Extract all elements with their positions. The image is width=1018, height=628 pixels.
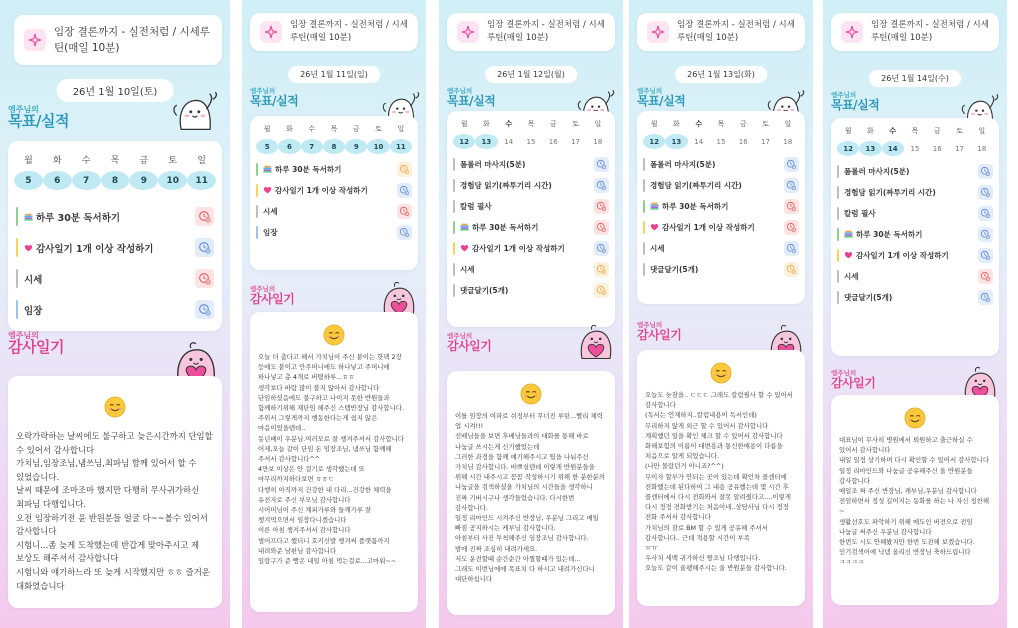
goals-title: 목표/실적 [8,112,69,130]
weekday-label: 수 [695,120,703,128]
diary-text: 대표님이 무사히 병원에서 퇴원하고 출근하실 수 있어서 감사합니다 내일 일정 상기하며 다시 확인할 수 있어서 감사합니다 일정 리마인드와 나눔글 공유해주신 울 반원분들 감사합니다 매일조 짜 주신 반장님, 캐부님,우분님 감사합니다 전임하면서 정성 길어지는 동화를 하는 나 자신 칭찬해~ 생활선호도 파악하기 위해 매도인 버전으로 전임 나눔글 써주신 우분님 감사합니다 한번도 시도 안해봤지만 한번 도전해 보겠습니다. 인기검색어에 닉넴 올리신 반장님 축하드립니다 ㅋㅋㅋㅋ [839,436,990,567]
goal-item[interactable] [16,268,214,289]
goal-label: 하루 30분 독서하기 [36,212,121,224]
date-pill: 26년 1월 11일(일) [288,66,380,83]
heart-icon [844,251,853,261]
header-title: 임장 결론까지 - 실전처럼 / 시세루틴(매일 10분) [290,20,408,43]
goal-item[interactable] [256,162,412,177]
goal-label: 하루 30분 독서하기 [856,230,923,239]
mascot-wave-icon [170,88,218,134]
day-cell[interactable]: 7 [301,139,323,154]
calendar-add-icon[interactable] [397,225,412,240]
goal-label: 임장 [24,305,43,317]
day-cell[interactable]: 8 [323,139,345,154]
goals-title: 목표/실적 [637,93,686,108]
day-cell[interactable]: 18 [593,137,603,146]
goal-item[interactable] [837,164,993,179]
diary-card [8,376,222,608]
day-cell[interactable]: 13 [475,134,497,149]
section-owner: 엠주님의 [8,331,39,340]
smiling-face-icon [104,396,126,418]
goals-section-title [831,92,879,111]
routine-panel [439,0,623,628]
goal-label: 하루 30분 독서하기 [662,202,729,211]
date-pill: 26년 1월 12일(월) [485,66,577,83]
calendar-add-icon[interactable] [397,183,412,198]
sparkle-icon [24,29,46,51]
diary-section-title [637,322,681,341]
day-cell[interactable]: 12 [643,134,665,149]
day-cell[interactable]: 16 [548,137,558,146]
weekday-label: 일 [784,120,792,128]
goal-label: 경험담 읽기(짜투기리 시간) [460,181,552,190]
goal-label: 시세 [263,207,278,216]
calendar-add-icon[interactable] [784,178,799,193]
calendar-add-icon[interactable] [594,262,609,277]
calendar-check-icon[interactable] [397,204,412,219]
goal-list [250,162,418,252]
weekday-label: 목 [330,125,338,133]
goal-item[interactable] [256,204,412,219]
books-icon [460,223,469,233]
calendar-check-icon[interactable] [784,220,799,235]
goal-item[interactable] [643,241,799,256]
section-owner: 엠주님의 [831,91,857,99]
goal-item[interactable] [16,299,214,320]
routine-panel [629,0,813,628]
diary-section-title [831,370,875,389]
weekday-row [8,153,222,166]
calendar-add-icon[interactable] [594,283,609,298]
goal-list [8,206,222,338]
goal-label: 임장 [263,228,278,237]
weekday-label: 화 [286,125,293,133]
goal-item[interactable] [16,206,214,227]
goal-item[interactable] [453,178,609,193]
goal-item[interactable] [837,206,993,221]
goals-section-title [637,88,685,107]
weekday-label: 화 [52,156,62,166]
section-owner: 엠주님의 [637,87,663,95]
weekday-label: 수 [889,127,897,135]
day-cell[interactable]: 10 [367,139,389,154]
day-cell[interactable]: 6 [43,171,72,190]
day-cell[interactable]: 9 [345,139,367,154]
goal-list [637,157,805,289]
diary-section-title [8,332,64,355]
goal-item[interactable] [453,283,609,298]
weekday-label: 토 [762,120,769,128]
section-owner: 엠주님의 [447,87,473,95]
heart-icon [650,223,659,233]
calendar-add-icon[interactable] [784,241,799,256]
diary-card [447,371,615,615]
day-cell[interactable]: 5 [256,139,278,154]
section-owner: 엠주님의 [250,285,276,293]
day-cell[interactable]: 10 [158,171,187,190]
weekday-label: 토 [375,125,382,133]
weekday-label: 일 [978,127,986,135]
goal-list [447,157,615,310]
day-cell[interactable]: 14 [882,141,904,156]
goal-item[interactable] [643,262,799,277]
smiling-face-icon [323,324,345,346]
goals-card [447,111,615,327]
weekday-label: 일 [397,125,405,133]
day-cell[interactable]: 13 [665,134,687,149]
goals-title: 목표/실적 [831,97,880,112]
heart-icon [24,244,33,255]
header-title: 임장 결론까지 - 실전처럼 / 시세루틴(매일 10분) [677,20,795,43]
goal-label: 감사일기 1개 이상 작성하기 [36,243,154,255]
books-icon [844,230,853,240]
weekday-label: 월 [460,120,468,128]
goal-label: 시세 [650,244,665,253]
date-row [831,141,999,156]
smiling-face-icon [904,407,926,429]
goal-label: 댓글달기(5개) [650,265,699,274]
weekday-label: 월 [650,120,658,128]
day-cell[interactable]: 14 [504,137,514,146]
weekday-row [831,126,999,136]
goals-section-title [250,88,298,107]
diary-section-title [447,333,491,352]
goal-label: 시세 [844,272,859,281]
diary-text: 오락가락하는 날씨에도 불구하고 늦은시간까지 단임할 수 있어서 감사합니다 가치님,임장조님,냄쓰님,최파님 함께 있어서 할 수 있었습니다. 날씨 때문에 조마조마 했지만 다행히 무사귀가하신 최파님 다행입니다. 오전 임장하기전 윤 반원분들 얼굴 다~~볼수 있어서 감사합니다 시험니...좀 늦게 도착했는데 반갑게 맞아주시고 제 보상도 해주셔서 감사합니다 시험니와 얘기하느라 또 늦게 시작했지만 ㅎㅎ 즐거운 대화였습니다 [16,431,213,591]
calendar-add-icon[interactable] [978,206,993,221]
calendar-add-icon[interactable] [978,164,993,179]
goals-section-title [8,106,69,129]
goals-title: 목표/실적 [250,93,299,108]
day-cell[interactable]: 9 [129,171,158,190]
section-owner: 엠주님의 [8,105,39,114]
day-cell[interactable]: 16 [738,137,748,146]
routine-panel [242,0,426,628]
day-cell[interactable]: 18 [783,137,793,146]
goal-label: 댓글달기(5개) [460,286,509,295]
goal-item[interactable] [16,237,214,258]
goal-item[interactable] [256,225,412,240]
calendar-check-icon[interactable] [195,207,214,226]
day-cell[interactable]: 15 [716,137,726,146]
mascot-heart-icon [378,280,420,316]
weekday-label: 화 [673,120,680,128]
date-row [637,134,805,149]
day-cell[interactable]: 12 [837,141,859,156]
goal-item[interactable] [453,157,609,172]
day-cell[interactable]: 12 [453,134,475,149]
weekday-label: 월 [844,127,852,135]
goal-item[interactable] [837,227,993,242]
diary-title: 감사일기 [637,327,682,342]
day-cell[interactable]: 11 [187,171,216,190]
diary-title: 감사일기 [8,338,64,356]
goal-item[interactable] [837,290,993,305]
goal-label: 댓글달기(5개) [844,293,893,302]
goal-item[interactable] [643,199,799,214]
goal-label: 시세 [460,265,475,274]
day-cell[interactable]: 7 [72,171,101,190]
goals-card [250,116,418,270]
goal-label: 경험담 읽기(짜투기리 시간) [844,188,936,197]
calendar-check-icon[interactable] [594,199,609,214]
sparkle-icon [457,21,479,43]
header-title: 임장 결론까지 - 실전처럼 / 시세루틴(매일 10분) [54,26,210,54]
weekday-label: 금 [739,120,747,128]
goal-item[interactable] [643,157,799,172]
diary-card [637,350,805,606]
header-title: 임장 결론까지 - 실전처럼 / 시세루틴(매일 10분) [871,20,989,43]
calendar-add-icon[interactable] [195,300,214,319]
calendar-add-icon[interactable] [195,238,214,257]
weekday-label: 일 [197,156,206,166]
diary-title: 감사일기 [831,375,876,390]
weekday-label: 월 [263,125,271,133]
goal-label: 하루 30분 독서하기 [275,165,342,174]
weekday-label: 금 [549,120,557,128]
goal-item[interactable] [453,199,609,214]
day-cell[interactable]: 17 [955,144,964,153]
goal-label: 감사일기 1개 이상 작성하기 [856,251,949,260]
header-card[interactable] [250,13,418,51]
diary-title: 감사일기 [447,338,492,353]
date-pill: 26년 1월 14일(수) [869,70,961,87]
calendar-check-icon[interactable] [594,220,609,235]
goal-label: 폼롤러 마사지(5분) [844,167,910,176]
goal-item[interactable] [837,248,993,263]
goal-item[interactable] [837,185,993,200]
weekday-label: 금 [139,156,149,166]
heart-icon [263,186,272,196]
calendar-add-icon[interactable] [594,241,609,256]
goal-label: 감사일기 1개 이상 작성하기 [275,186,368,195]
books-icon [24,213,33,224]
goals-section-title [447,88,495,107]
diary-card [831,395,999,605]
weekday-label: 토 [572,120,579,128]
goals-title: 목표/실적 [447,93,496,108]
header-card[interactable] [637,13,805,51]
date-pill: 26년 1월 10일(토) [57,79,174,102]
books-icon [650,202,659,212]
goal-item[interactable] [643,220,799,235]
day-cell[interactable]: 17 [761,137,770,146]
day-cell[interactable]: 18 [977,144,987,153]
diary-section-title [250,286,294,305]
day-cell[interactable]: 17 [571,137,580,146]
goal-item[interactable] [453,262,609,277]
weekday-label: 수 [308,125,316,133]
weekday-label: 목 [717,120,725,128]
header-card[interactable] [14,15,222,65]
goals-card [8,141,222,331]
calendar-check-icon[interactable] [195,269,214,288]
day-cell[interactable]: 6 [278,139,300,154]
day-cell[interactable]: 16 [932,144,942,153]
books-icon [263,165,272,175]
goal-label: 경험담 읽기(짜투기리 시간) [650,181,742,190]
goal-item[interactable] [643,178,799,193]
weekday-label: 수 [505,120,513,128]
diary-text: 오늘 더 춥다고 해서 가치님이 주신 붙이는 핫팩 2장 등에도 붙이고 안주머니에도 하나넣고 주머니에 하나넣고 총 4개로 버텼하루...ㅎㅎ 생각보다 바람 많이 불지 않아서 감사합니다 단임하셨음에도 불구하고 나이지 못한 반원들과 함께하기위해 재단임 해주신 스탭반장님 감사합니다. 주위서 그렇게까지 행동한다는게 쉽지 않은 마음이었을텐데.. 동년배이 우분님.여러모로 잘 챙겨주셔서 감사합니다 어제,오늘 같이 단임 돈 임장조님, 냄쓰님 함께해 주셔서 감사합니다^^ 4만보 이상은 안 걸기로 생각했는데 또 마무리까지하다보면 ㅎㅎㄷ 다행히 아직까지 건강한 내 다리...건강한 체력을 유전자로 주신 부모님 감사합니다 시어머님이 주신 계피가루와 들깨가루 잘 챙겨먹으면서 임장다니겠습니다 이른 아침 챙겨주셔서 감사합니다 벌어프다고 했더니 호키신발 챙겨써 플랫폼까지 내려와준 남편님 감사합니다 일랑구가 준 빵은 내일 아침 먹는걸로...고마워~~ [258,353,404,566]
weekday-label: 토 [168,156,178,166]
date-pill: 26년 1월 13일(화) [675,66,767,83]
section-owner: 엠주님의 [637,321,663,329]
section-owner: 엠주님의 [831,369,857,377]
goal-label: 폼롤러 마사지(5분) [650,160,716,169]
goal-label: 감사일기 1개 이상 작성하기 [472,244,565,253]
calendar-add-icon[interactable] [978,185,993,200]
heart-icon [460,244,469,254]
goal-label: 하루 30분 독서하기 [472,223,539,232]
goal-label: 칼럼 필사 [460,202,492,211]
goal-label: 폼롤러 마사지(5분) [460,160,526,169]
goals-card [831,118,999,356]
weekday-label: 일 [594,120,602,128]
day-cell[interactable]: 15 [526,137,536,146]
day-cell[interactable]: 11 [390,139,412,154]
date-row [8,171,222,190]
header-title: 임장 결론까지 - 실전처럼 / 시세루틴(매일 10분) [487,20,605,43]
header-card[interactable] [831,13,999,51]
goal-list [831,164,999,317]
smiling-face-icon [710,362,732,384]
routine-panel [0,0,230,628]
weekday-label: 목 [527,120,535,128]
diary-title: 감사일기 [250,291,295,306]
weekday-row [250,124,418,134]
date-row [250,139,418,154]
weekday-label: 목 [110,156,120,166]
diary-text: 오늘도 늦잠을.. ㄷㄷㄷ 그래도 칼럼필사 할 수 있어서 감사합니다 (독서는 언제하지..칼럼내용이 독서인데) 무리하지 않게 외근 할 수 있어서 감사합니다 계획했던 일을 확인 체크 할 수 있어서 감사합니다 화해보험의 이름이 대변용과 통신한매용이 다름을 처음으로 알게 되었습니다. (나만 몰랐던거 아니죠?^^) 무이자 할부가 안되는 곳이 있는데 확인차 콜센터에 전화했는데 된다하여 그 내용 공유했는데 몇 시간 후 콜센터에서 다시 전화와서 잘못 알려줬다고....이렇게 다시 정정 전화받기는 처음이네..상담사님 다시 정정 전화 주셔서 감사합니다 가치님의 잠로 BM 할 수 있게 공유해 주셔서 감사합니다.. 근데 적용할 시간이 부족 ㅠㅠ 우사치 세백 귀가하신 짱조님 다행입니다. 오늘도 같이 울펭해주시는 울 반원분들 감사합니다. [645,391,793,573]
calendar-add-icon[interactable] [594,178,609,193]
sparkle-icon [647,21,669,43]
calendar-add-icon[interactable] [978,227,993,242]
diary-text: 이틀 임장의 여파로 쉬정부터 무너진 루틴...빨리 체력 업 시켜!!! 선배님들을 보면 후배님들과의 대화를 통해 바로 나눔글 쓰시는게 신기했었는데 그러한 과정을 함께 얘기해주시고 팁을 나눠주신 가치님 감사합니다. 바쁘실텐데 이렇게 반원분들을 위해 시간 내주시고 꼼꼼 작성하시기 위해 한 분한분의 나눔글을 검색하셨을 가치님의 시간들을 생각하니 진짜 기버시구나 생각들었습니다. 다시한번 감사합니다. 일정 리마인드 시켜주신 반장님, 우분님 그리고 매일 빠짐 공지하시는 케부님 감사합니다. 아침부터 사진 투척해주신 임장조님 감사합니다. 밤에 진짜 조심히 내려가세요. 저도 운전할때 순간순간 아찔할때가 있는데... 그래도 이번님에에 목표치 다 하시고 내려가신다니 대단하십니다 [455,412,606,584]
goal-item[interactable] [453,241,609,256]
calendar-check-icon[interactable] [978,269,993,284]
smiling-face-icon [520,383,542,405]
day-cell[interactable]: 14 [694,137,704,146]
section-owner: 엠주님의 [250,87,276,95]
sparkle-icon [841,21,863,43]
weekday-label: 수 [81,156,91,166]
day-cell[interactable]: 13 [859,141,881,156]
date-row [447,134,615,149]
weekday-label: 화 [483,120,490,128]
calendar-check-icon[interactable] [784,199,799,214]
section-owner: 엠주님의 [447,332,473,340]
routine-panel [823,0,1007,628]
diary-card [250,312,418,612]
day-cell[interactable]: 5 [14,171,43,190]
weekday-label: 목 [911,127,919,135]
weekday-label: 금 [352,125,360,133]
calendar-add-icon[interactable] [397,162,412,177]
weekday-label: 월 [24,156,33,166]
weekday-row [637,119,805,129]
goal-item[interactable] [453,220,609,235]
calendar-add-icon[interactable] [978,290,993,305]
goal-item[interactable] [256,183,412,198]
sparkle-icon [260,21,282,43]
weekday-label: 화 [867,127,874,135]
calendar-add-icon[interactable] [594,157,609,172]
goal-label: 감사일기 1개 이상 작성하기 [662,223,755,232]
calendar-add-icon[interactable] [784,262,799,277]
weekday-label: 토 [956,127,963,135]
goals-card [637,111,805,304]
header-card[interactable] [447,13,615,51]
goal-label: 칼럼 필사 [844,209,876,218]
mascot-heart-icon [575,323,617,359]
weekday-label: 금 [933,127,941,135]
day-cell[interactable]: 15 [910,144,920,153]
goal-item[interactable] [837,269,993,284]
weekday-row [447,119,615,129]
day-cell[interactable]: 8 [101,171,130,190]
goal-label: 시세 [24,274,43,286]
calendar-add-icon[interactable] [784,157,799,172]
calendar-add-icon[interactable] [978,248,993,263]
